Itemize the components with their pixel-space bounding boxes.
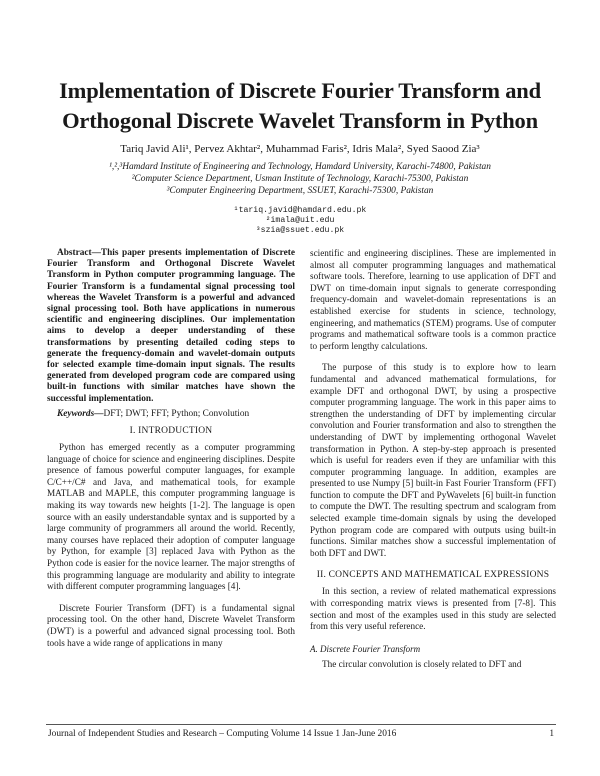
affiliation-3: ³Computer Engineering Department, SSUET, Karachi-75300, Pakistan [166,186,434,196]
title-line-2: Orthogonal Discrete Wavelet Transform in Python [62,108,538,133]
email-3[interactable]: ³szia@ssuet.edu.pk [255,226,345,235]
keywords-list: DFT; DWT; FFT; Python; Convolution [103,408,250,419]
intro-paragraph-2-continued: scientific and engineering disciplines. These are implemented in almost all computer programming languages and mathematical software tools. Therefore, learning to use application of DFT and DWT on time-domain input signals to generate corresponding frequency-domain and wavelet-domain representations is an established exercise for students in science, technology, engineering, and mathematics (STEM) programs. Use of computer programs and mathematical software tools is a common practice to perform lengthy calculations. [310,248,556,351]
affiliation-2: ²Computer Science Department, Usman Institute of Technology, Karachi-75300, Pakistan [131,174,469,184]
subsection-heading-dft: A. Discrete Fourier Transform [310,643,421,654]
keywords-label: Keywords— [57,408,104,419]
abstract: Abstract—This paper presents implementation of Discrete Fourier Transform and Orthogonal Discrete Wavelet Transform in Python computer programming language. The Fourier Transform is a fundamental signal processing tool whereas the Wavelet Transform is a powerful and advanced signal processing tool. Both have applications in numerous scientific and engineering disciplines. Our implementation aims to develop a deeper understanding of these transformations by presenting detailed coding steps to generate the frequency-domain and wavelet-domain outputs for selected example time-domain input signals. The results generated from developed program code are compared using built-in functions with similar matches have shown the successful implementation. [47,248,295,404]
keywords [47,409,295,420]
intro-paragraph-1: Python has emerged recently as a computer programming language of choice for science and engineering disciplines. Despite presence of famous powerful computer languages, for example C/C++/C# and Java, and mathematical tools, for example MATLAB and MAPLE, this computer programming language is making its way towards new heights [1-2]. The language is open source with an easily understandable syntax and is supported by a large community of programmers all around the world. Recently, many courses have replaced their adoption of computer language by Python, for example [3] replaced Java with Python as the Python code is easier for the novice learner. The major strengths of this programming language are modularity and ability to integrate with different computer programming languages [4]. [47,442,295,592]
author-list: Tariq Javid Ali¹, Pervez Akhtar², Muhammad Faris², Idris Mala², Syed Saood Zia³ [120,143,480,155]
footer-divider [46,724,556,725]
section-heading-concepts: II. CONCEPTS AND MATHEMATICAL EXPRESSIONS [316,570,550,581]
title-line-1: Implementation of Discrete Fourier Transform and [59,78,541,103]
concepts-paragraph-1: In this section, a review of related mathematical expressions with corresponding matrix views is presented from [7-8]. This section and most of the examples used in this study are selected from this very useful reference. [310,586,556,632]
left-column [47,248,295,659]
dft-paragraph-1: The circular convolution is closely related to DFT and [322,658,522,669]
intro-paragraph-2: Discrete Fourier Transform (DFT) is a fundamental signal processing tool. On the other hand, Discrete Wavelet Transform (DWT) is a powerful and advanced signal processing tool. Both tools have a wide range of applications in many [47,602,295,648]
section-heading-introduction: I. INTRODUCTION [129,426,213,437]
journal-footer: Journal of Independent Studies and Research – Computing Volume 14 Issue 1 Jan-June 2016 [48,729,397,739]
affiliation-1: ¹,²,³Hamdard Institute of Engineering and Technology, Hamdard University, Karachi-74800, Pakistan [109,162,491,172]
page-number: 1 [549,729,554,739]
right-column [310,248,556,680]
email-2[interactable]: ²imala@uit.edu [265,216,335,225]
email-1[interactable]: ¹tariq.javid@hamdard.edu.pk [233,206,367,215]
paper-title [40,76,560,136]
intro-paragraph-3: The purpose of this study is to explore how to learn fundamental and advanced mathematical formulations, for example DFT and orthogonal DWT, by using a prospective computer programming language. The work in this paper aims to strengthen the understanding of DFT by implementing circular convolution and Fourier transformation and also to strengthen the understanding of DWT by implementing orthogonal Wavelet transformation in Python. A step-by-step approach is presented which is useful for readers even if they are unfamiliar with this computer programming language. In addition, examples are presented to use Numpy [5] built-in Fast Fourier Transform (FFT) function to compute the DFT and PyWavelets [6] built-in function to compute the DWT. The resulting spectrum and scalogram from selected example time-domain signals by using the developed Python program code are compared with outputs using built-in functions. Similar matches show a successful implementation of both DFT and DWT. [310,362,556,558]
